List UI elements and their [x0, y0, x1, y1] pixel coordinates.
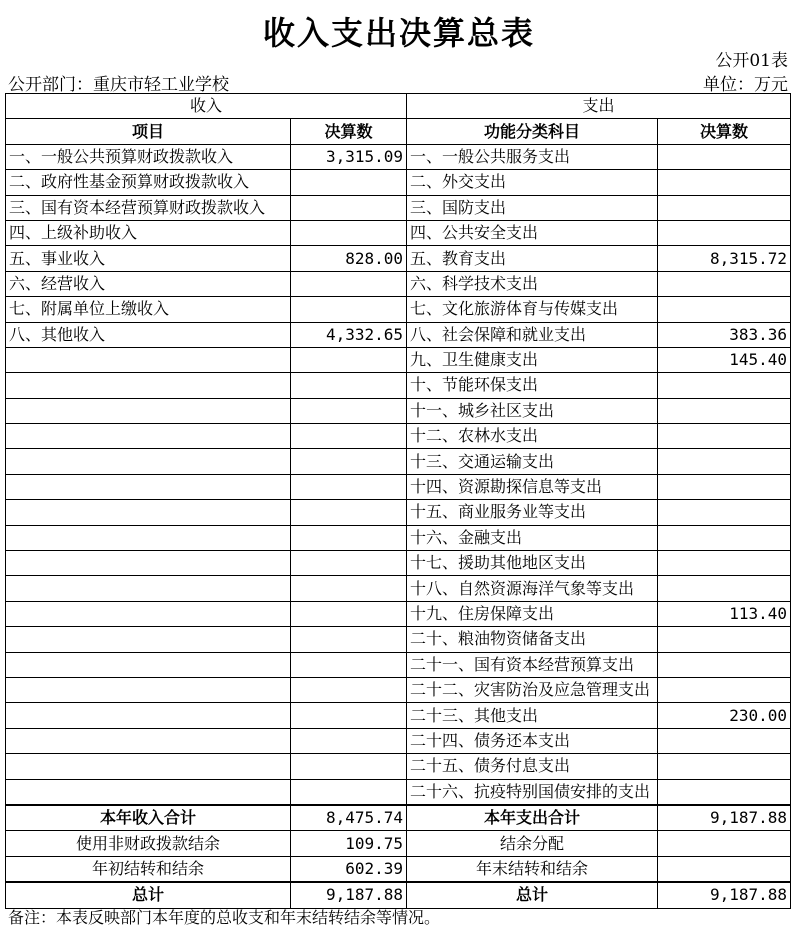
- begin-balance-label: 年初结转和结余: [6, 856, 291, 882]
- expense-item: 十四、资源勘探信息等支出: [407, 474, 658, 499]
- income-item: [6, 601, 291, 626]
- income-amount: [291, 551, 407, 576]
- income-amount: [291, 271, 407, 296]
- nonfiscal-label: 使用非财政拨款结余: [6, 831, 291, 856]
- table-row: [6, 220, 791, 245]
- table-row: [6, 170, 791, 195]
- expense-amount: [658, 474, 791, 499]
- table-row: [6, 525, 791, 550]
- income-amount: [291, 779, 407, 805]
- page-title: 收入支出决算总表: [262, 14, 535, 52]
- expense-amount: [658, 424, 791, 449]
- table-row: [6, 576, 791, 601]
- income-item: 一、一般公共预算财政拨款收入: [6, 144, 291, 169]
- expense-item: 二十、粮油物资储备支出: [407, 627, 658, 652]
- table-row: [6, 373, 791, 398]
- expense-amount: [658, 576, 791, 601]
- income-amount: [291, 347, 407, 372]
- income-total-label: 本年收入合计: [6, 805, 291, 831]
- expense-amount: [658, 525, 791, 550]
- table-row: [6, 779, 791, 805]
- income-item: [6, 728, 291, 753]
- grand-total-label-2: 总计: [407, 882, 658, 908]
- department-label: 公开部门：重庆市轻工业学校: [8, 75, 229, 95]
- income-item: [6, 500, 291, 525]
- expense-amount: [658, 627, 791, 652]
- table-row: [6, 500, 791, 525]
- income-amount: [291, 525, 407, 550]
- table-row: [6, 728, 791, 753]
- income-item: 六、经营收入: [6, 271, 291, 296]
- income-amount: [291, 170, 407, 195]
- income-expense-table: [5, 93, 791, 909]
- expense-item: 二十二、灾害防治及应急管理支出: [407, 677, 658, 702]
- income-amount: [291, 373, 407, 398]
- income-item: 五、事业收入: [6, 246, 291, 271]
- expense-item: 五、教育支出: [407, 246, 658, 271]
- table-row: [6, 271, 791, 296]
- table-row: [6, 652, 791, 677]
- income-item: [6, 576, 291, 601]
- table-row: [6, 677, 791, 702]
- expense-amount: [658, 297, 791, 322]
- income-amount: [291, 728, 407, 753]
- income-amount: [291, 601, 407, 626]
- expense-item: 九、卫生健康支出: [407, 347, 658, 372]
- table-row: [6, 551, 791, 576]
- expense-item: 二十四、债务还本支出: [407, 728, 658, 753]
- expense-item: 六、科学技术支出: [407, 271, 658, 296]
- table-row: [6, 322, 791, 347]
- expense-item: 十五、商业服务业等支出: [407, 500, 658, 525]
- table-row: [6, 474, 791, 499]
- table-row: [6, 627, 791, 652]
- income-item: [6, 347, 291, 372]
- income-item: [6, 754, 291, 779]
- expense-amount: [658, 144, 791, 169]
- expense-amount: [658, 754, 791, 779]
- expense-amount: [658, 728, 791, 753]
- expense-amount: [658, 779, 791, 805]
- income-item: 三、国有资本经营预算财政拨款收入: [6, 195, 291, 220]
- income-amount: 828.00: [291, 246, 407, 271]
- expense-item: 一、一般公共服务支出: [407, 144, 658, 169]
- expense-item: 十七、援助其他地区支出: [407, 551, 658, 576]
- footnote: 备注：本表反映部门本年度的总收支和年末结转结余等情况。: [8, 908, 441, 927]
- income-amount: [291, 474, 407, 499]
- income-item: [6, 551, 291, 576]
- column-header-item: 项目: [6, 119, 291, 144]
- expense-amount: [658, 220, 791, 245]
- nonfiscal-row: [6, 831, 791, 856]
- expense-amount: 8,315.72: [658, 246, 791, 271]
- income-item: [6, 703, 291, 728]
- expense-amount: [658, 449, 791, 474]
- income-amount: [291, 677, 407, 702]
- income-amount: [291, 297, 407, 322]
- table-row: [6, 398, 791, 423]
- income-item: [6, 449, 291, 474]
- expense-item: 八、社会保障和就业支出: [407, 322, 658, 347]
- expense-amount: 230.00: [658, 703, 791, 728]
- table-row: [6, 449, 791, 474]
- total-row: [6, 805, 791, 831]
- expense-item: 十三、交通运输支出: [407, 449, 658, 474]
- expense-amount: [658, 271, 791, 296]
- income-header: 收入: [6, 94, 407, 119]
- expense-amount: [658, 500, 791, 525]
- table-row: [6, 297, 791, 322]
- grand-total-income: 9,187.88: [291, 882, 407, 908]
- expense-amount: 383.36: [658, 322, 791, 347]
- surplus-distribution-value: [658, 831, 791, 856]
- income-amount: [291, 576, 407, 601]
- expense-amount: 145.40: [658, 347, 791, 372]
- grand-total-expense: 9,187.88: [658, 882, 791, 908]
- surplus-distribution-label: 结余分配: [407, 831, 658, 856]
- table-row: [6, 601, 791, 626]
- form-code: 公开01表: [715, 51, 788, 71]
- expense-amount: [658, 398, 791, 423]
- income-item: 四、上级补助收入: [6, 220, 291, 245]
- table-row: [6, 246, 791, 271]
- end-balance-label: 年末结转和结余: [407, 856, 658, 882]
- expense-item: 三、国防支出: [407, 195, 658, 220]
- income-amount: [291, 703, 407, 728]
- expense-total-label: 本年支出合计: [407, 805, 658, 831]
- expense-item: 十一、城乡社区支出: [407, 398, 658, 423]
- income-item: 七、附属单位上缴收入: [6, 297, 291, 322]
- income-item: 八、其他收入: [6, 322, 291, 347]
- header-row-top: [6, 94, 791, 119]
- table-row: [6, 703, 791, 728]
- income-item: [6, 424, 291, 449]
- income-item: 二、政府性基金预算财政拨款收入: [6, 170, 291, 195]
- table-row: [6, 195, 791, 220]
- income-amount: 3,315.09: [291, 144, 407, 169]
- column-header-amount2: 决算数: [658, 119, 791, 144]
- expense-item: 十六、金融支出: [407, 525, 658, 550]
- income-item: [6, 779, 291, 805]
- income-item: [6, 677, 291, 702]
- income-amount: 4,332.65: [291, 322, 407, 347]
- expense-item: 十、节能环保支出: [407, 373, 658, 398]
- begin-balance-value: 602.39: [291, 856, 407, 882]
- income-amount: [291, 627, 407, 652]
- expense-item: 十九、住房保障支出: [407, 601, 658, 626]
- unit-label: 单位：万元: [703, 75, 788, 95]
- expense-item: 二十六、抗疫特别国债安排的支出: [407, 779, 658, 805]
- grand-total-label: 总计: [6, 882, 291, 908]
- expense-amount: [658, 677, 791, 702]
- nonfiscal-value: 109.75: [291, 831, 407, 856]
- income-amount: [291, 500, 407, 525]
- column-header-amount: 决算数: [291, 119, 407, 144]
- table-row: [6, 144, 791, 169]
- table-row: [6, 424, 791, 449]
- income-amount: [291, 424, 407, 449]
- table-row: [6, 754, 791, 779]
- expense-item: 十八、自然资源海洋气象等支出: [407, 576, 658, 601]
- income-amount: [291, 652, 407, 677]
- expense-amount: [658, 195, 791, 220]
- expense-item: 十二、农林水支出: [407, 424, 658, 449]
- income-total-value: 8,475.74: [291, 805, 407, 831]
- header-row-columns: [6, 119, 791, 144]
- income-amount: [291, 754, 407, 779]
- end-balance-value: [658, 856, 791, 882]
- expense-header: 支出: [407, 94, 791, 119]
- expense-amount: [658, 652, 791, 677]
- expense-item: 二十五、债务付息支出: [407, 754, 658, 779]
- income-item: [6, 525, 291, 550]
- expense-item: 二、外交支出: [407, 170, 658, 195]
- income-item: [6, 474, 291, 499]
- expense-amount: [658, 373, 791, 398]
- expense-amount: 113.40: [658, 601, 791, 626]
- income-amount: [291, 449, 407, 474]
- expense-item: 二十一、国有资本经营预算支出: [407, 652, 658, 677]
- expense-total-value: 9,187.88: [658, 805, 791, 831]
- expense-amount: [658, 170, 791, 195]
- income-item: [6, 627, 291, 652]
- column-header-func-category: 功能分类科目: [407, 119, 658, 144]
- income-item: [6, 398, 291, 423]
- carryover-row: [6, 856, 791, 882]
- income-amount: [291, 220, 407, 245]
- expense-amount: [658, 551, 791, 576]
- income-amount: [291, 398, 407, 423]
- expense-item: 二十三、其他支出: [407, 703, 658, 728]
- income-item: [6, 373, 291, 398]
- expense-item: 七、文化旅游体育与传媒支出: [407, 297, 658, 322]
- income-amount: [291, 195, 407, 220]
- table-row: [6, 347, 791, 372]
- income-item: [6, 652, 291, 677]
- expense-item: 四、公共安全支出: [407, 220, 658, 245]
